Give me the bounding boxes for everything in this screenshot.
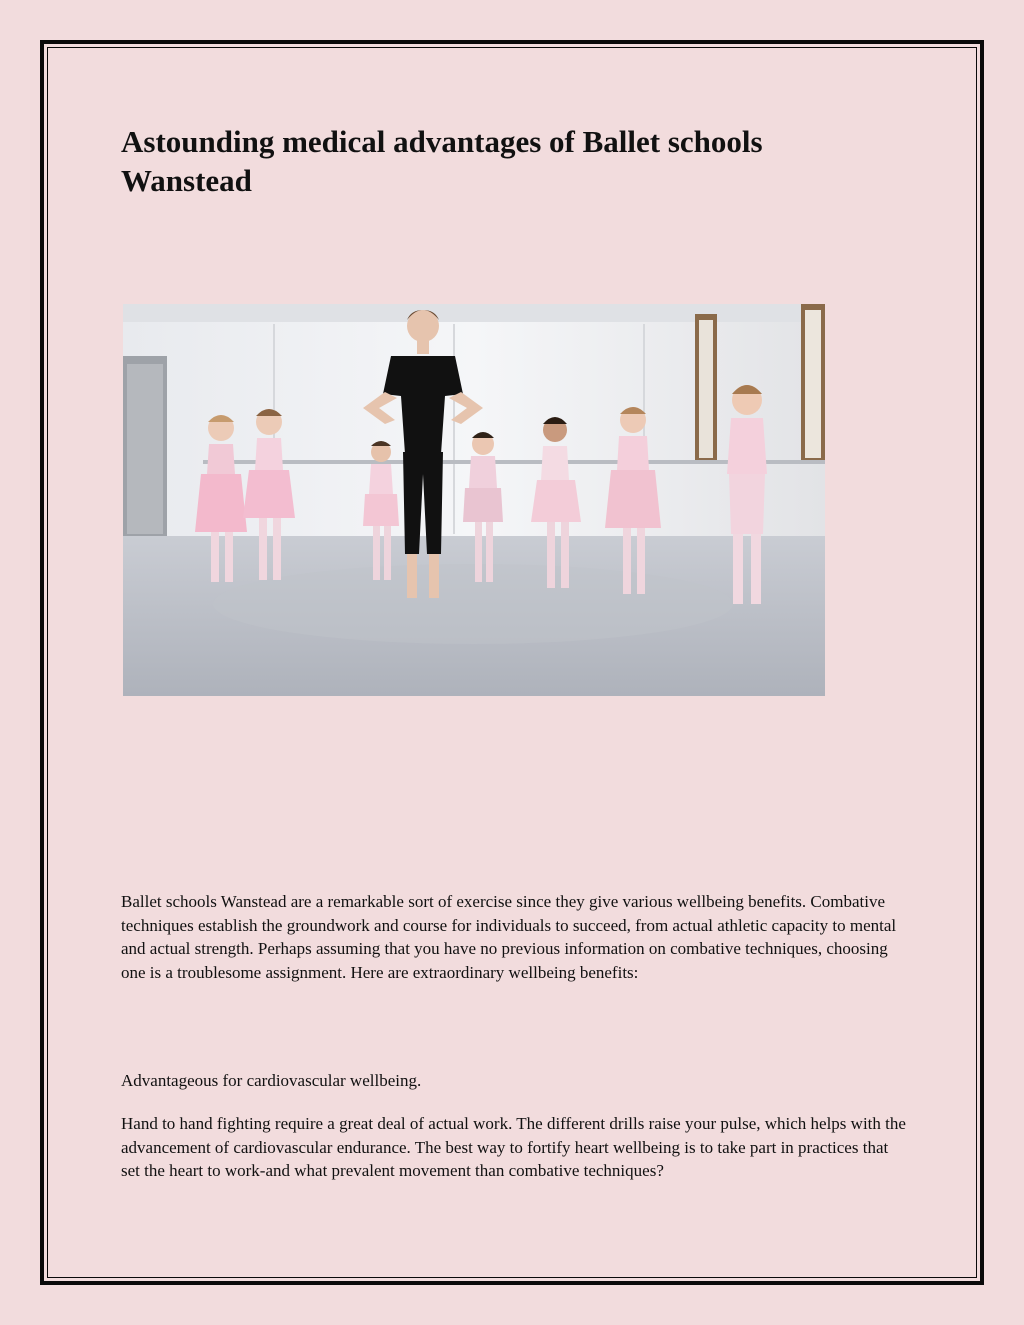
document-title: Astounding medical advantages of Ballet schools Wanstead (121, 124, 763, 198)
ballet-class-photo (123, 304, 825, 696)
body-paragraph: Hand to hand fighting require a great deal of actual work. The different drills raise your pulse, which helps with the advancement of cardiovascular endurance. The best way to fortify heart wellbeing is to take part in practices that set the heart to work-and what prevalent movement than combative techniques? (121, 1114, 906, 1180)
body-paragraph: Ballet schools Wanstead are a remarkable sort of exercise since they give various wellbeing benefits. Combative techniques establish the groundwork and course for individuals to succeed, from actual athletic capacity to mental and actual strength. Perhaps assuming that you have no previous information on combative techniques, choosing one is a troublesome assignment. Here are extraordinary wellbeing benefits: (121, 892, 897, 982)
section-heading: Advantageous for cardiovascular wellbeing. (121, 1071, 422, 1090)
